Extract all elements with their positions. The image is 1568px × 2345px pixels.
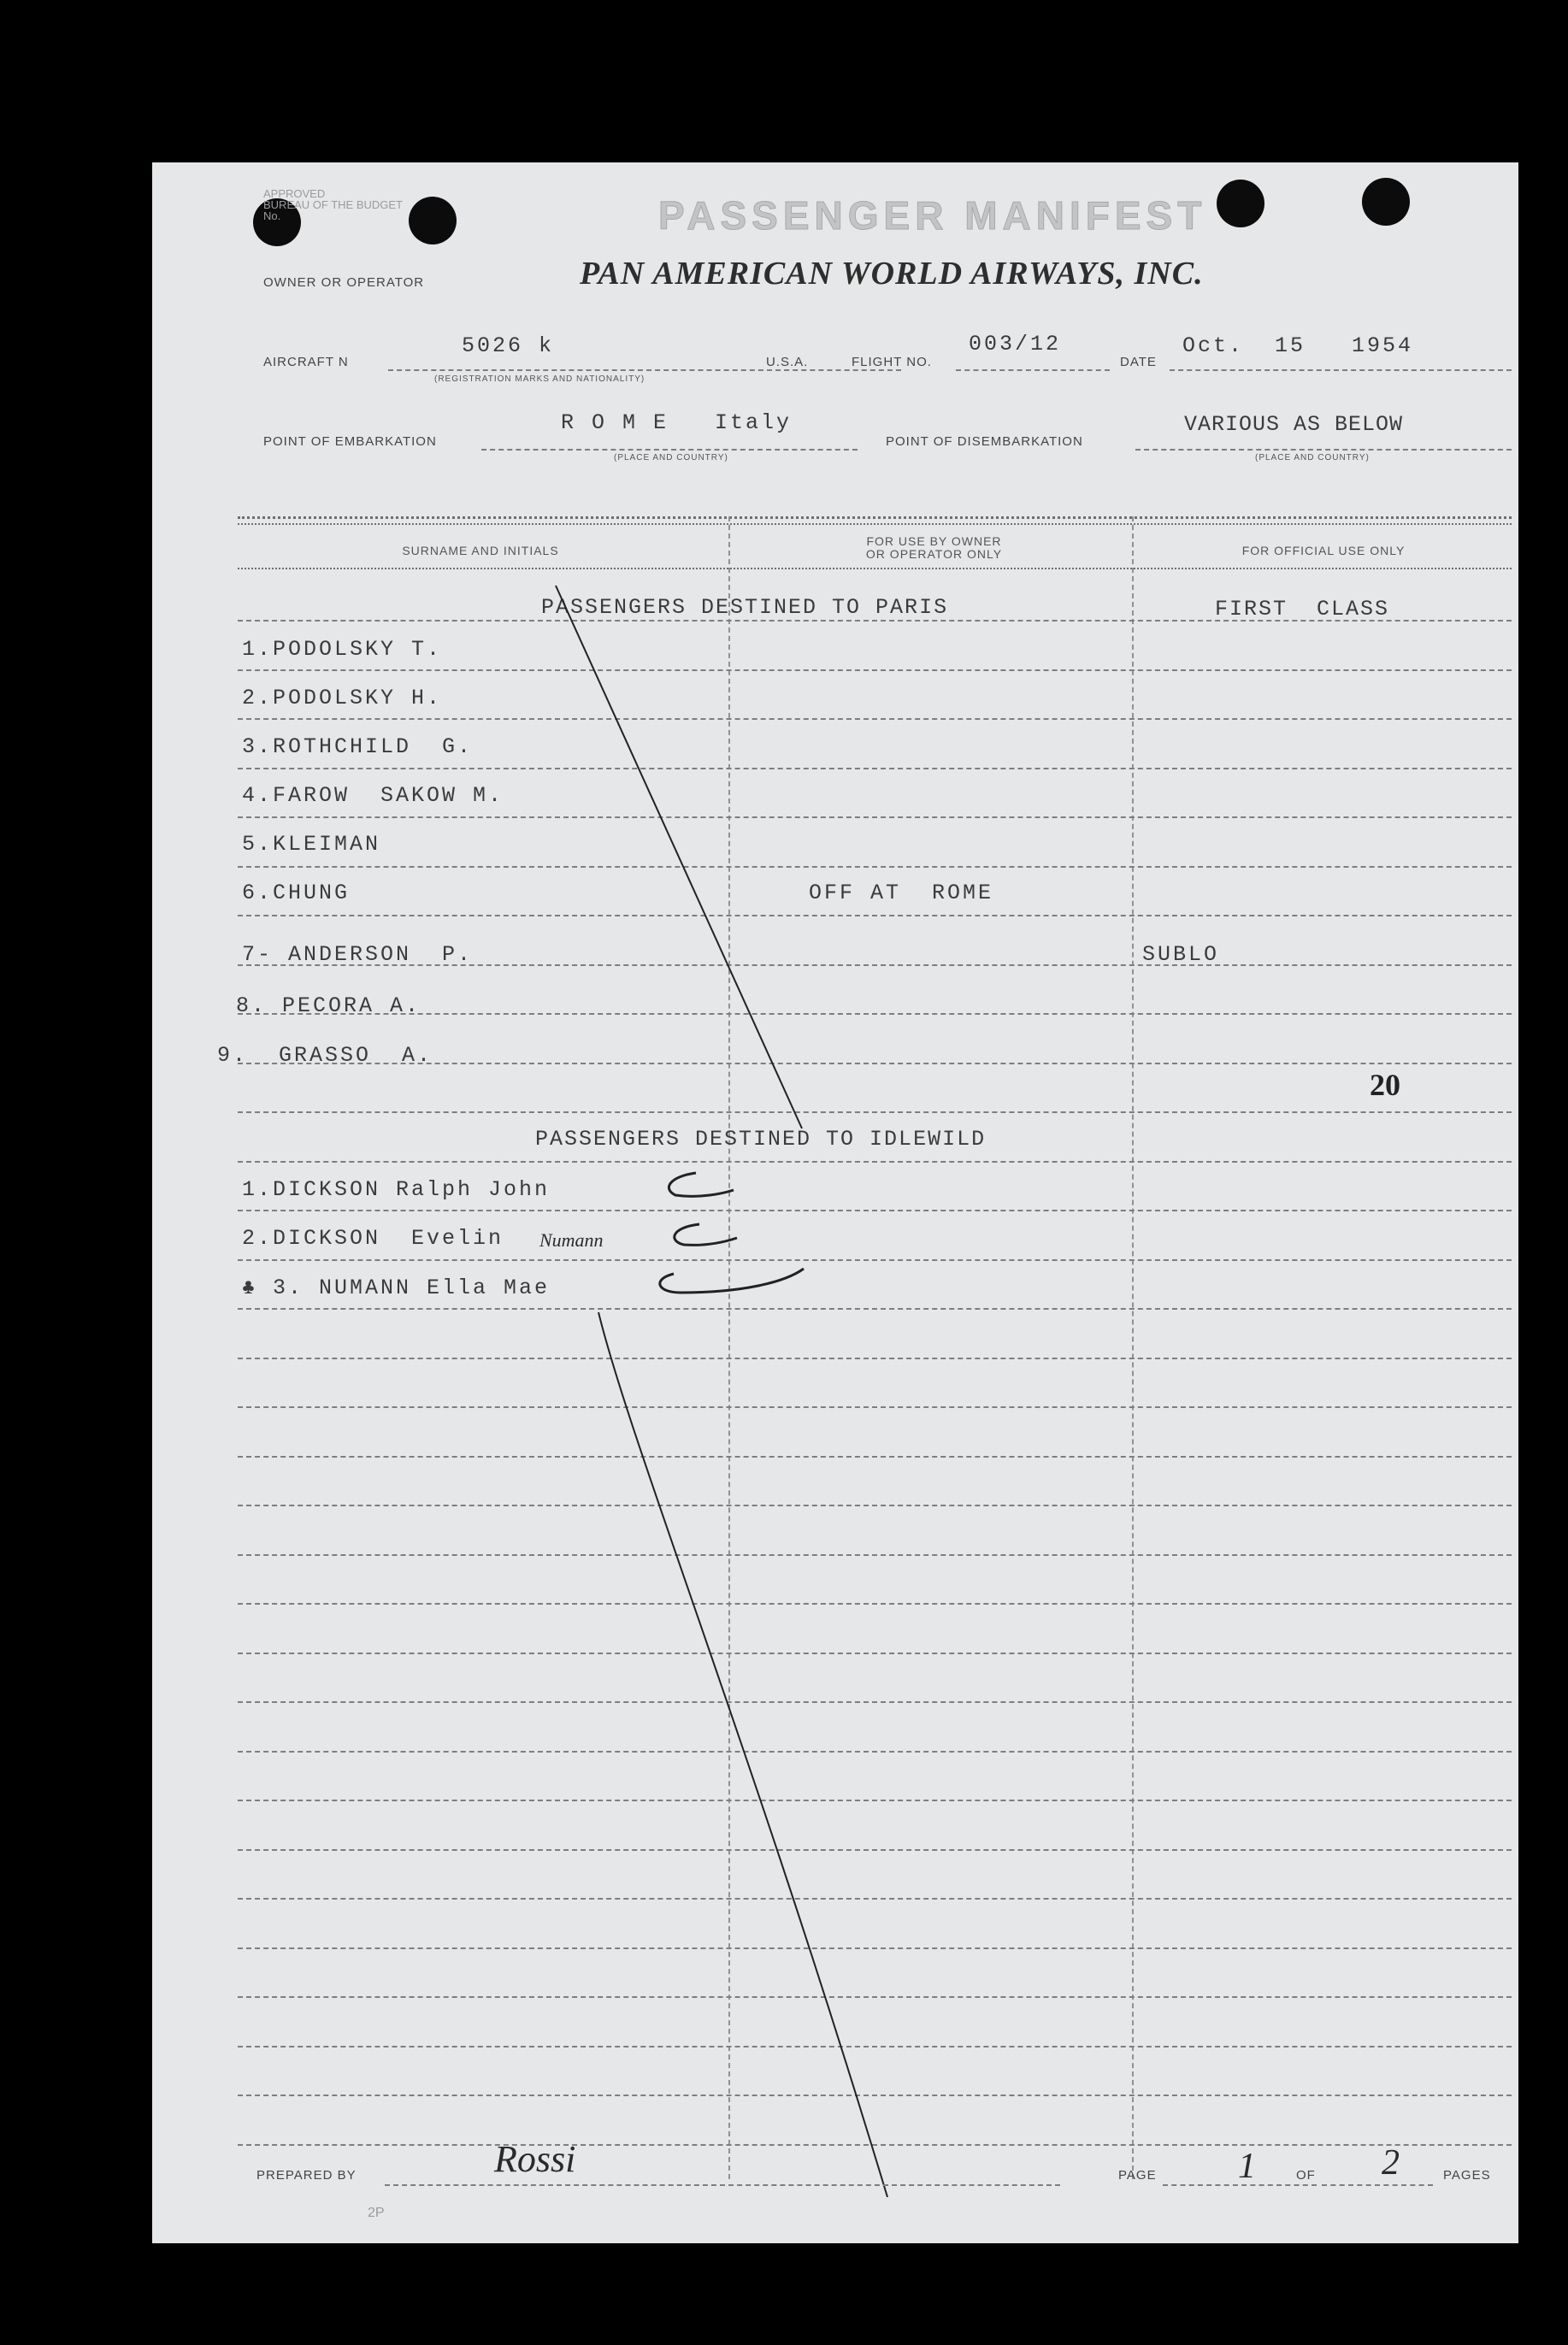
- passenger-idlewild-3: ♣ 3. NUMANN Ella Mae: [242, 1276, 551, 1300]
- prepared-by-signature: Rossi: [494, 2138, 576, 2180]
- class-note: FIRST CLASS: [1215, 597, 1390, 622]
- passenger-paris-4: 4.FAROW SAKOW M.: [242, 783, 504, 808]
- usa-label: U.S.A.: [766, 355, 809, 369]
- passenger-idlewild-1: 1.DICKSON Ralph John: [242, 1177, 551, 1202]
- passenger-paris-1: 1.PODOLSKY T.: [242, 637, 443, 662]
- manifest-document: [152, 162, 1518, 2243]
- passenger-paris-7-official: SUBLO: [1142, 942, 1220, 967]
- embarkation-sub: (PLACE AND COUNTRY): [614, 453, 728, 463]
- passenger-paris-5: 5.KLEIMAN: [242, 832, 381, 857]
- passenger-paris-3: 3.ROTHCHILD G.: [242, 734, 474, 759]
- date-label: DATE: [1120, 355, 1157, 369]
- owner-label: OWNER OR OPERATOR: [263, 275, 425, 290]
- passenger-paris-9: 9. GRASSO A.: [217, 1043, 433, 1068]
- passenger-paris-2: 2.PODOLSKY H.: [242, 686, 443, 710]
- date-value: Oct. 15 1954: [1182, 333, 1414, 358]
- page-label: PAGE: [1118, 2168, 1157, 2183]
- total-pages: 2: [1382, 2143, 1400, 2183]
- form-title: PASSENGER MANIFEST: [658, 193, 1207, 238]
- aircraft-value: 5026 k: [462, 333, 555, 358]
- page-number: 1: [1238, 2147, 1256, 2186]
- of-label: OF: [1296, 2168, 1316, 2183]
- passenger-paris-8: 8. PECORA A.: [236, 993, 421, 1018]
- embarkation-label: POINT OF EMBARKATION: [263, 434, 437, 449]
- embarkation-value: R O M E Italy: [561, 410, 793, 435]
- passenger-paris-6: 6.CHUNG: [242, 881, 351, 905]
- disembarkation-value: VARIOUS AS BELOW: [1184, 412, 1404, 437]
- disembarkation-sub: (PLACE AND COUNTRY): [1255, 453, 1370, 463]
- passenger-idlewild-2-handwritten: Numann: [539, 1229, 604, 1251]
- section-heading-paris: PASSENGERS DESTINED TO PARIS: [541, 595, 949, 620]
- column-header-surname: SURNAME AND INITIALS: [402, 544, 559, 557]
- passenger-idlewild-2: 2.DICKSON Evelin: [242, 1226, 504, 1251]
- pages-label: PAGES: [1443, 2168, 1491, 2183]
- prepared-by-label: PREPARED BY: [256, 2168, 357, 2183]
- section-heading-idlewild: PASSENGERS DESTINED TO IDLEWILD: [535, 1127, 987, 1152]
- approved-stamp: APPROVED BUREAU OF THE BUDGET No.: [263, 187, 404, 222]
- aircraft-label: AIRCRAFT N: [263, 355, 349, 369]
- aircraft-sub: (REGISTRATION MARKS AND NATIONALITY): [434, 374, 645, 384]
- paris-total: 20: [1370, 1068, 1400, 1102]
- flight-value: 003/12: [969, 332, 1062, 356]
- column-header-operator: FOR USE BY OWNER OR OPERATOR ONLY: [865, 534, 1003, 561]
- flight-label: FLIGHT NO.: [852, 355, 932, 369]
- bottom-mark: 2P: [368, 2206, 385, 2220]
- disembarkation-label: POINT OF DISEMBARKATION: [886, 434, 1083, 449]
- passenger-paris-7: 7- ANDERSON P.: [242, 942, 474, 967]
- passenger-paris-6-note: OFF AT ROME: [809, 881, 994, 905]
- column-header-official: FOR OFFICIAL USE ONLY: [1241, 544, 1406, 557]
- company-name: PAN AMERICAN WORLD AIRWAYS, INC.: [580, 256, 1204, 292]
- pen-strike-marks: [152, 162, 1518, 2243]
